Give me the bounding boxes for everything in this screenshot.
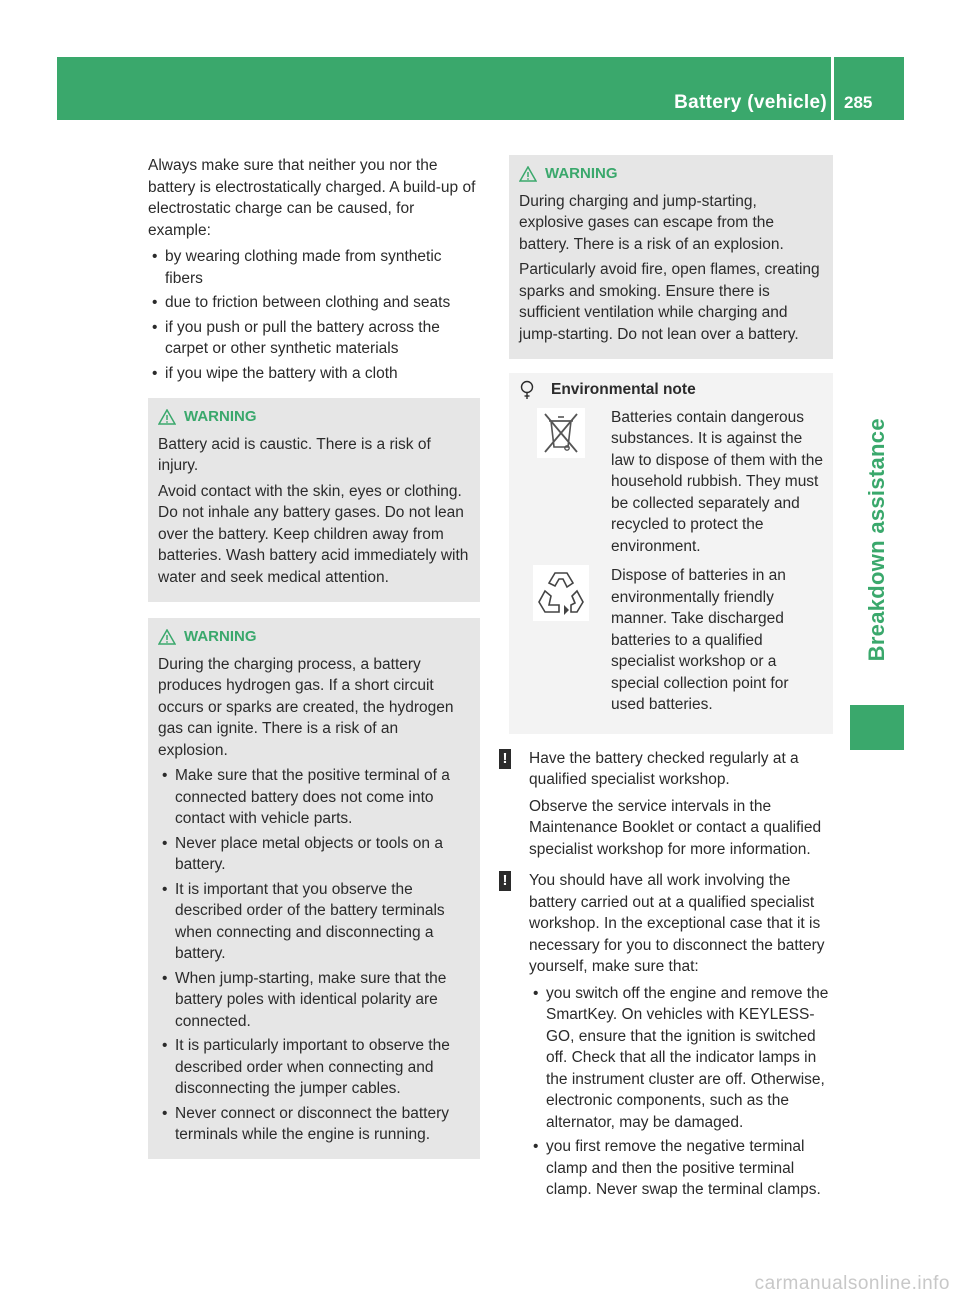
list-item: • you switch off the engine and remove the SmartKey. On vehicles with KEYLESS-GO, ensure that the ignition is switched off. Check that all the indicator lamps in the instrument cluster are off. Otherwise, electronic components, such as the alternator, may be damaged.	[529, 983, 833, 1134]
environmental-note-box	[509, 373, 833, 734]
environmental-note-title: Environmental note	[551, 381, 696, 398]
warning-label: WARNING	[184, 408, 257, 425]
left-column	[148, 155, 480, 1159]
environmental-note-heading	[519, 379, 823, 401]
recycling-icon	[533, 565, 589, 621]
list-item: • It is important that you observe the described order of the battery terminals when connecting and disconnecting a battery.	[158, 879, 472, 965]
note-text: Observe the service intervals in the Maintenance Booklet or contact a qualified specialist workshop for more information.	[529, 797, 822, 858]
right-column	[502, 155, 833, 1204]
warning-text: During charging and jump-starting, explosive gases can escape from the battery. There is a risk of an explosion.	[519, 192, 784, 253]
list-item: • you first remove the negative terminal clamp and then the positive terminal clamp. Never swap the terminal clamps.	[529, 1136, 833, 1201]
page-title: Battery (vehicle)	[674, 92, 827, 113]
warning-heading	[519, 163, 825, 185]
exclamation-icon: !	[499, 871, 511, 891]
crossed-out-bin-icon	[536, 407, 586, 459]
env-row-recycling	[519, 565, 823, 716]
list-item: • Make sure that the positive terminal of a connected battery does not come into contact with vehicle parts.	[158, 765, 472, 830]
list-item: • by wearing clothing made from synthetic fibers	[148, 246, 480, 289]
warning-label: WARNING	[545, 165, 618, 182]
section-tab-label: Breakdown assistance	[864, 418, 890, 662]
warning-text: Particularly avoid fire, open flames, creating sparks and smoking. Ensure there is sufficient ventilation while charging and jump-starting. Do not lean over a battery.	[519, 261, 820, 343]
intro-text: Always make sure that neither you nor the battery is electrostatically charged. A build-up of electrostatic charge can be caused, for example:	[148, 157, 476, 239]
warning-heading	[158, 406, 472, 428]
list-item: • It is particularly important to observe the described order when connecting and disconnecting the jumper cables.	[158, 1035, 472, 1100]
warning-box-acid	[148, 398, 480, 602]
env-row-disposal	[519, 407, 823, 558]
page-number: 285	[844, 93, 873, 112]
header-divider	[831, 57, 834, 120]
section-marker	[850, 705, 904, 750]
list-item: • if you wipe the battery with a cloth	[148, 363, 480, 385]
list-item: • if you push or pull the battery across the carpet or other synthetic materials	[148, 317, 480, 360]
list-item: • Never place metal objects or tools on a battery.	[158, 833, 472, 876]
list-item: • Never connect or disconnect the battery terminals while the engine is running.	[158, 1103, 472, 1146]
note-disconnect	[502, 870, 833, 1201]
env-text: Batteries contain dangerous substances. It is against the law to dispose of them with the household rubbish. They must be collected separately and recycled to protect the environment.	[611, 408, 823, 555]
note-inspection	[502, 748, 833, 861]
note-list	[529, 983, 833, 1201]
watermark: carmanualsonline.info	[754, 1272, 950, 1294]
warning-triangle-icon	[158, 629, 176, 645]
static-causes-list	[148, 246, 480, 384]
section-tab	[850, 380, 904, 700]
list-item: • due to friction between clothing and seats	[148, 292, 480, 314]
warning-text: During the charging process, a battery produces hydrogen gas. If a short circuit occurs or sparks are created, the hydrogen gas can ignite. There is a risk of an explosion.	[158, 655, 454, 759]
warning-triangle-icon	[158, 409, 176, 425]
warning-box-explosive	[509, 155, 833, 359]
warning-triangle-icon	[519, 166, 537, 182]
warning-text: Battery acid is caustic. There is a risk of injury.	[158, 435, 431, 474]
lightbulb-icon	[519, 380, 535, 400]
warning-box-hydrogen	[148, 618, 480, 1159]
env-text: Dispose of batteries in an environmentally friendly manner. Take discharged batteries to a qualified specialist workshop or a special collection point for used batteries.	[611, 567, 789, 713]
list-item: • When jump-starting, make sure that the battery poles with identical polarity are connected.	[158, 968, 472, 1033]
exclamation-icon: !	[499, 749, 511, 769]
warning-heading	[158, 626, 472, 648]
note-text: Have the battery checked regularly at a qualified specialist workshop.	[529, 749, 799, 788]
note-text: You should have all work involving the battery carried out at a qualified specialist workshop. In the exceptional case that it is necessary for you to disconnect the battery yourself, make sure that:	[529, 872, 825, 975]
warning-label: WARNING	[184, 628, 257, 645]
warning-text: Avoid contact with the skin, eyes or clothing. Do not inhale any battery gases. Do not lean over the battery. Keep children away from batteries. Wash battery acid immediately with water and seek medical attention.	[158, 482, 469, 586]
warning-list	[158, 765, 472, 1146]
